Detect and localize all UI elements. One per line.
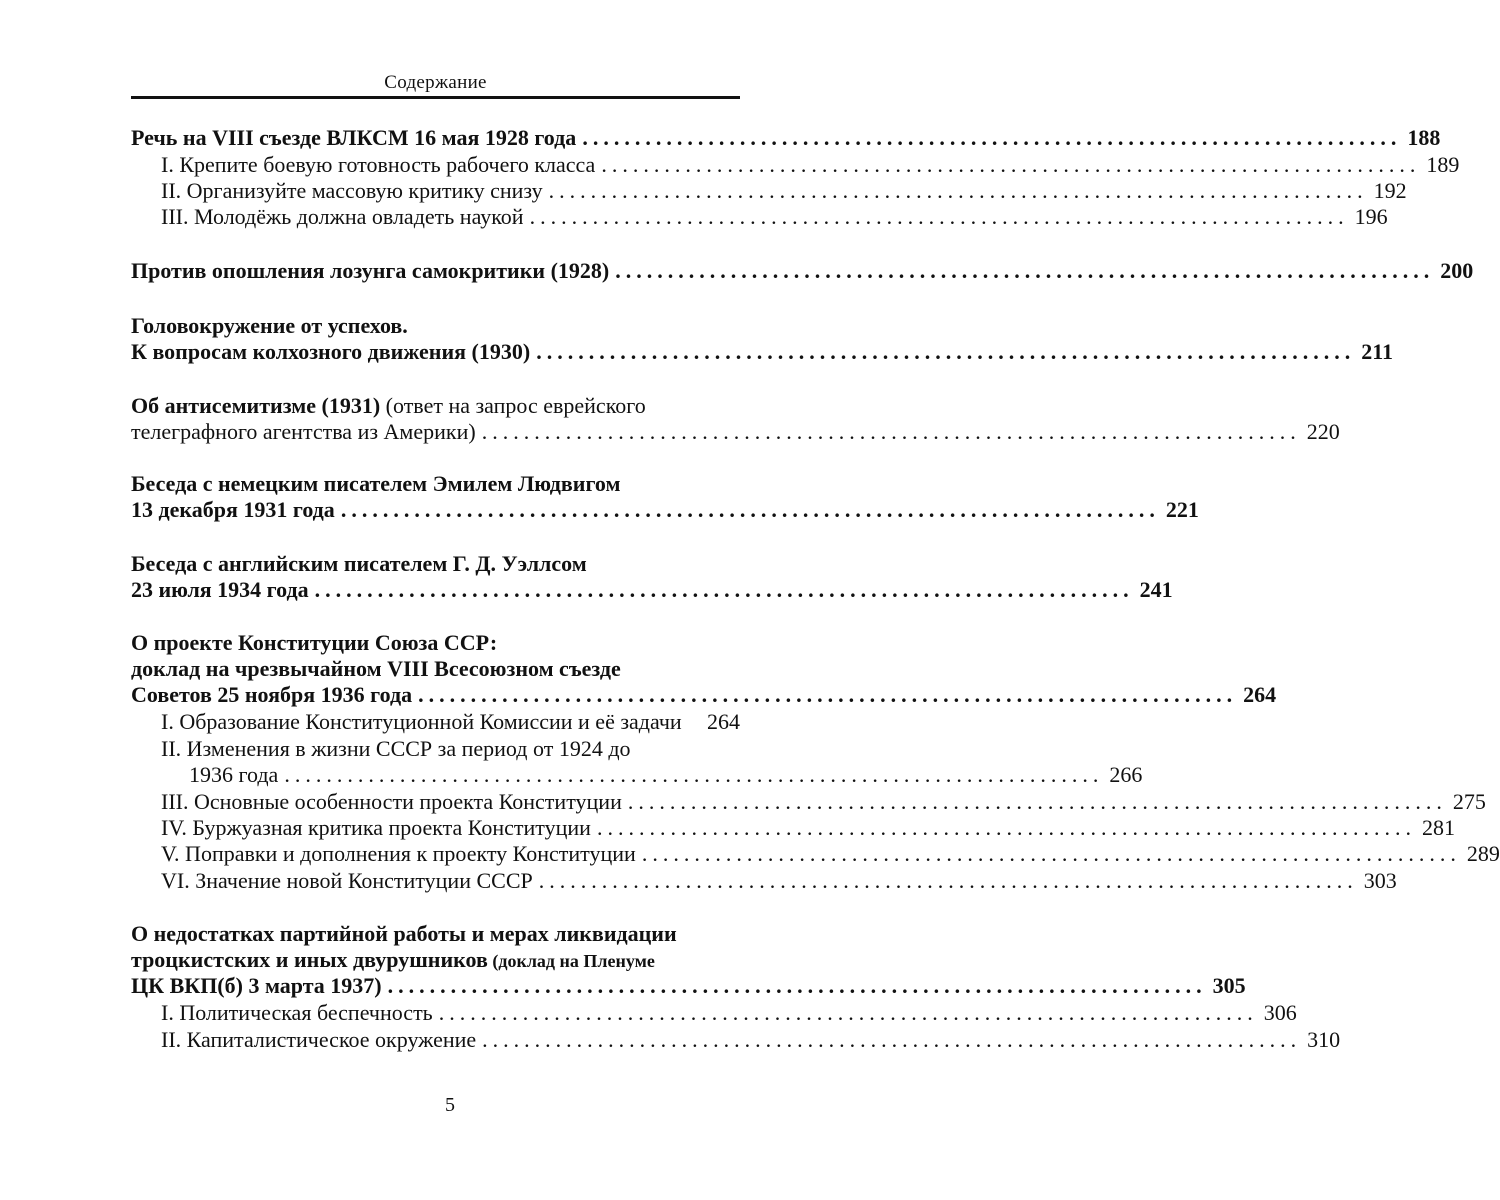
toc-subentry	[161, 789, 1486, 815]
toc-entry-page: 200	[1440, 258, 1474, 283]
toc-entry-title: III. Основные особенности проекта Конституции	[161, 789, 622, 814]
dot-leader: ..............................................................................	[596, 815, 1416, 840]
dot-leader: ..............................................................................	[418, 682, 1238, 707]
toc-subentry	[161, 868, 1397, 894]
toc-entry-page: 211	[1361, 339, 1393, 364]
toc-entry-title: 13 декабря 1931 года	[131, 497, 335, 522]
toc-entry-title: III. Молодёжь должна овладеть наукой	[161, 204, 524, 229]
toc-entry-line: Беседа с английским писателем Г. Д. Уэллсом	[131, 551, 587, 576]
toc-entry-page: 220	[1306, 419, 1340, 444]
toc-subentry	[161, 204, 1388, 230]
toc-entry	[131, 258, 1474, 284]
toc-entry-title: II. Капиталистическое окружение	[161, 1027, 477, 1052]
toc-entry	[131, 497, 1199, 523]
toc-subentry	[189, 762, 1143, 788]
dot-leader: ..............................................................................	[627, 789, 1447, 814]
toc-entry-title: Речь на VIII съезде ВЛКСМ 16 мая 1928 года	[131, 125, 577, 150]
toc-subentry-line: II. Изменения в жизни СССР за период от 1924 до	[161, 736, 631, 761]
toc-subentry	[161, 841, 1500, 867]
toc-subentry	[161, 152, 1460, 178]
toc-subentry	[161, 815, 1455, 841]
toc-entry-title: Об антисемитизме (1931)	[131, 393, 381, 418]
toc-entry	[131, 419, 1340, 445]
toc-entry-title: ЦК ВКП(б) 3 марта 1937)	[131, 973, 382, 998]
toc-entry-page: 303	[1363, 868, 1397, 893]
toc-subentry	[161, 1027, 1341, 1053]
toc-entry	[131, 125, 1441, 151]
toc-entry-page: 264	[1243, 682, 1277, 707]
dot-leader: ..............................................................................	[314, 577, 1134, 602]
dot-leader: ..............................................................................	[601, 152, 1421, 177]
toc-entry-title: I. Политическая беспечность	[161, 1000, 433, 1025]
dot-leader: ..............................................................................	[615, 258, 1435, 283]
dot-leader: ..............................................................................	[536, 339, 1356, 364]
dot-leader: ..............................................................................	[340, 497, 1160, 522]
toc-entry-line: Головокружение от успехов.	[131, 313, 408, 338]
toc-entry-line: Беседа с немецким писателем Эмилем Людвигом	[131, 471, 621, 496]
toc-entry-page: 266	[1109, 762, 1143, 787]
toc-entry-page: 241	[1139, 577, 1173, 602]
toc-entry-page: 310	[1307, 1027, 1341, 1052]
toc-entry-page: 305	[1212, 973, 1246, 998]
toc-entry-page: 281	[1421, 815, 1455, 840]
toc-entry-page: 275	[1452, 789, 1486, 814]
toc-entry-page: 264	[707, 709, 740, 734]
page-number: 5	[445, 1094, 455, 1116]
toc-subentry	[161, 709, 740, 735]
toc-entry	[131, 339, 1393, 365]
toc-entry-page: 192	[1373, 178, 1407, 203]
toc-entry-title: Против опошления лозунга самокритики (1928)	[131, 258, 610, 283]
dot-leader: ..............................................................................	[582, 125, 1402, 150]
toc-entry	[131, 577, 1173, 603]
dot-leader: ..............................................................................	[538, 868, 1358, 893]
toc-entry-page: 289	[1466, 841, 1500, 866]
header-rule	[131, 96, 740, 99]
dot-leader: ..............................................................................	[548, 178, 1368, 203]
dot-leader: ..............................................................................	[641, 841, 1461, 866]
toc-entry-note: телеграфного агентства из Америки)	[131, 419, 476, 444]
toc-entry-line: О проекте Конституции Союза ССР:	[131, 630, 498, 655]
toc-entry-note: (ответ на запрос еврейского	[380, 393, 646, 418]
toc-entry-page: 196	[1354, 204, 1388, 229]
toc-entry-line: доклад на чрезвычайном VIII Всесоюзном съезде	[131, 656, 621, 681]
dot-leader: ..............................................................................	[529, 204, 1349, 229]
toc-entry-title: 1936 года	[189, 762, 279, 787]
toc-entry	[131, 973, 1246, 999]
toc-entry-line	[131, 947, 740, 973]
toc-entry-page: 188	[1407, 125, 1441, 150]
toc-subentry	[161, 178, 1407, 204]
toc-entry-page: 221	[1165, 497, 1199, 522]
toc-entry-title: Советов 25 ноября 1936 года	[131, 682, 413, 707]
toc-entry-page: 189	[1426, 152, 1460, 177]
toc-entry-title: IV. Буржуазная критика проекта Конституции	[161, 815, 591, 840]
toc-entry-note: (доклад на Пленуме	[487, 951, 655, 971]
toc-entry-page: 306	[1263, 1000, 1297, 1025]
toc-subentry	[161, 1000, 1297, 1026]
dot-leader: ..............................................................................	[482, 1027, 1302, 1052]
toc-entry-title: 23 июля 1934 года	[131, 577, 309, 602]
toc-entry-title: V. Поправки и дополнения к проекту Конституции	[161, 841, 636, 866]
dot-leader: ..............................................................................	[387, 973, 1207, 998]
dot-leader: ..............................................................................	[284, 762, 1104, 787]
toc-entry-title: I. Крепите боевую готовность рабочего класса	[161, 152, 596, 177]
toc-entry-title: I. Образование Конституционной Комиссии и её задачи	[161, 709, 682, 734]
dot-leader: ..............................................................................	[438, 1000, 1258, 1025]
toc-entry-title: II. Организуйте массовую критику снизу	[161, 178, 543, 203]
toc-entry-title: троцкистских и иных двурушников	[131, 947, 488, 972]
toc-entry-title: VI. Значение новой Конституции СССР	[161, 868, 533, 893]
toc-entry-line: О недостатках партийной работы и мерах ликвидации	[131, 921, 677, 946]
dot-leader: ..............................................................................	[481, 419, 1301, 444]
toc-entry-title: К вопросам колхозного движения (1930)	[131, 339, 531, 364]
toc-entry	[131, 682, 1277, 708]
running-header: Содержание	[384, 72, 487, 93]
toc-entry-line	[131, 393, 740, 419]
